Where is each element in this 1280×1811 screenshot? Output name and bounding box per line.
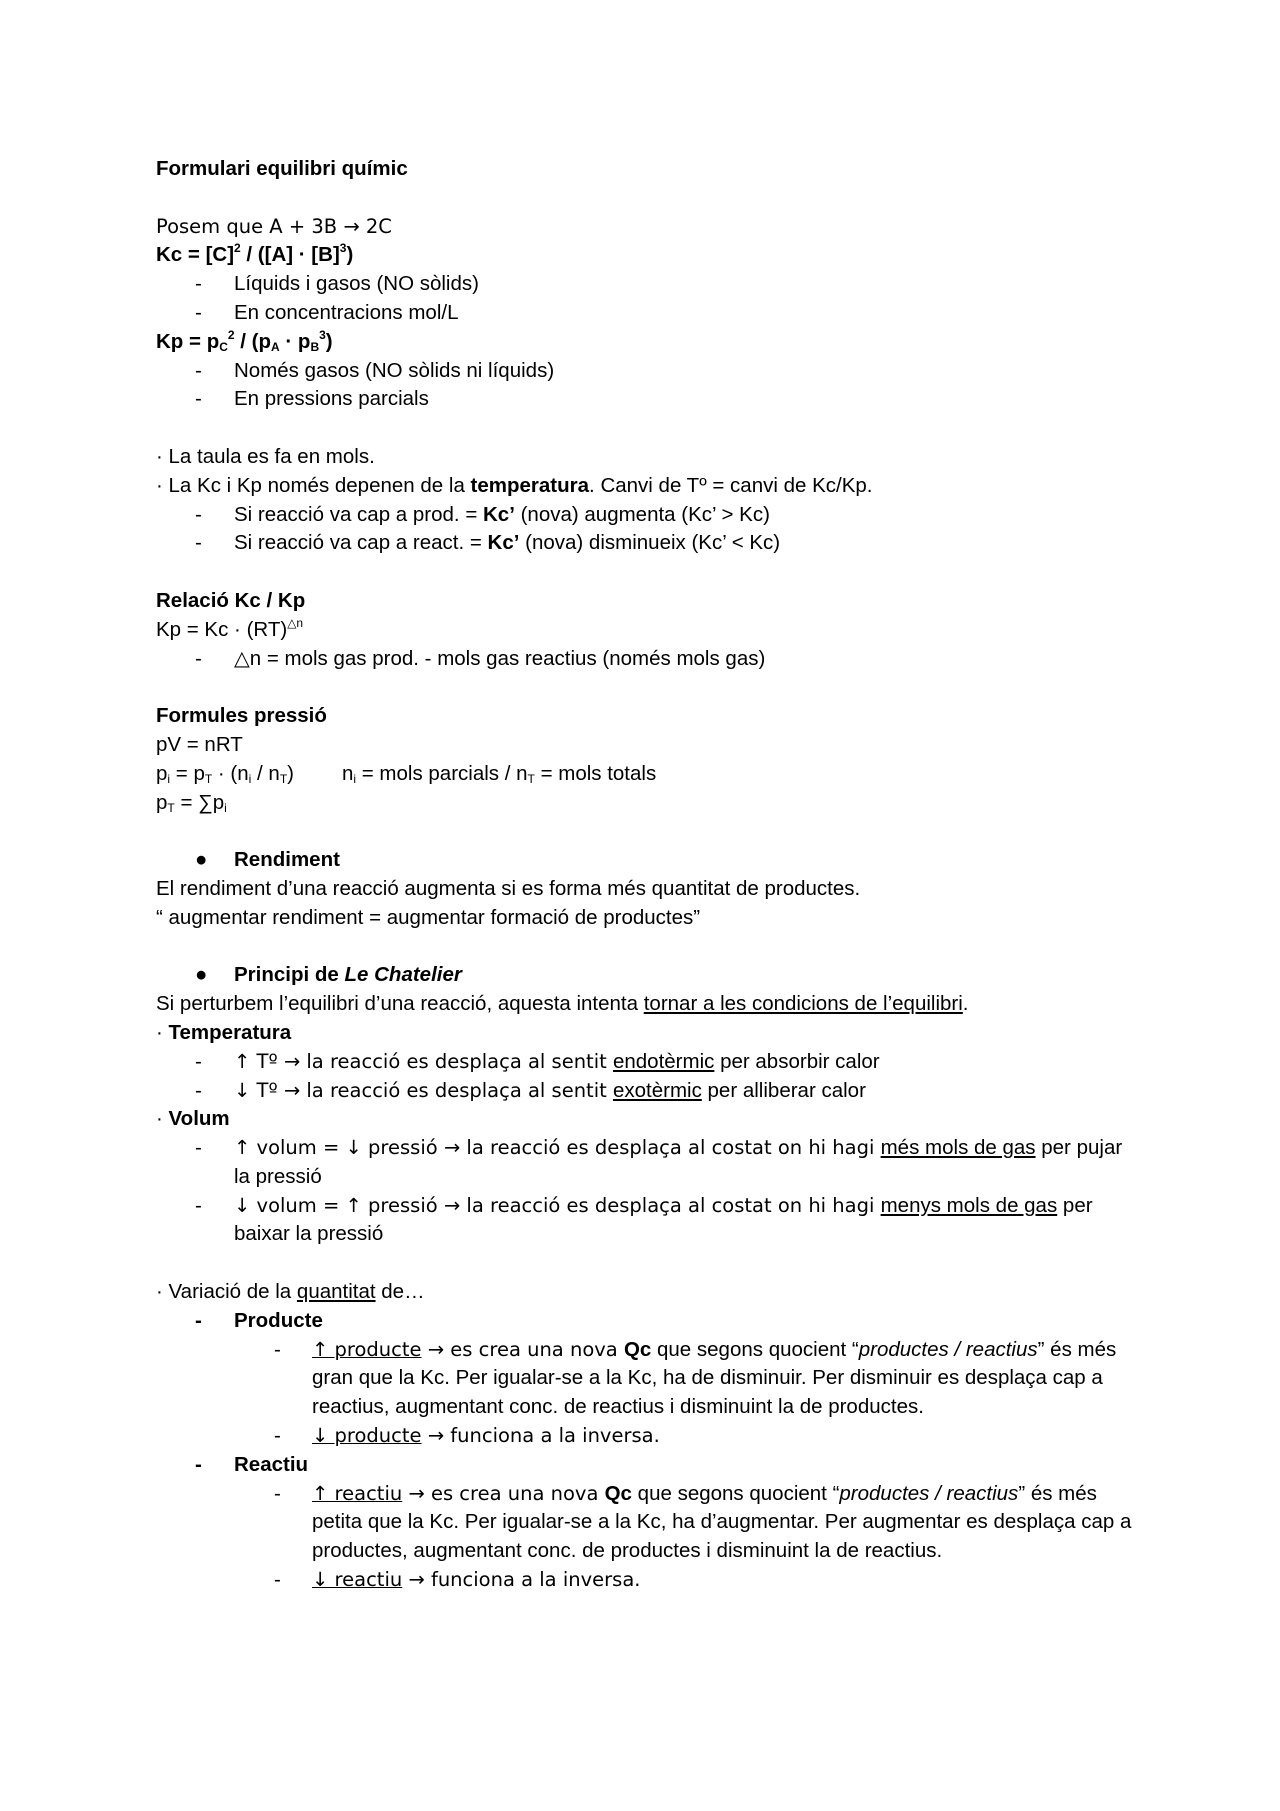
variacio-item: - ↑ reactiu → es crea una nova Qc que segons quocient “productes / reactius” és més petita que la Kc. Per igualar-se a la Kc, ha d’augmentar. Per augmentar es desplaça cap a productes, augmentant conc. de productes i disminuint la de reactius. <box>274 1481 1132 1563</box>
variacio-heading-reactiu: - Reactiu <box>195 1452 309 1476</box>
section-heading-rendiment: ● Rendiment <box>195 848 340 872</box>
rendiment-text: El rendiment d’una reacció augmenta si es forma més quantitat de productes. <box>156 876 861 900</box>
kc-item: - En concentracions mol/L <box>195 300 459 324</box>
section-heading-relacio: Relació Kc / Kp <box>156 588 306 612</box>
note-subitem: - Si reacció va cap a react. = Kc’ (nova) disminueix (Kc’ < Kc) <box>195 531 781 555</box>
pressio-formula-total: $p_T = \sum p_i$ <box>156 790 227 815</box>
rendiment-quote: “ augmentar rendiment = augmentar formació de productes” <box>156 905 701 929</box>
relacio-formula: Kp = Kc · (RT)$^{\triangle n}$ <box>156 615 304 641</box>
chatelier-item: - ↑ Tº → la reacció es desplaça al sentit endotèrmic per absorbir calor <box>195 1049 880 1073</box>
document-body <box>156 155 1136 1595</box>
variacio-heading-producte: - Producte <box>195 1308 323 1332</box>
kp-item: - En pressions parcials <box>195 387 429 411</box>
note-subitem: - Si reacció va cap a prod. = Kc’ (nova) augmenta (Kc’ > Kc) <box>195 502 770 526</box>
relacio-item: - △n = mols gas prod. - mols gas reactius (només mols gas) <box>195 646 766 670</box>
pressio-formula-parcial: $p_i = p_T \cdot (n_i / n_T) n_i$ = mols parcials / $n_T$ = mols totals <box>156 761 657 786</box>
variacio-item: - ↓ producte → funciona a la inversa. <box>274 1424 660 1448</box>
chatelier-intro: Si perturbem l’equilibri d’una reacció, aquesta intenta tornar a les condicions de l’equilibri. <box>156 992 969 1016</box>
pressio-formula-gas: pV = nRT <box>156 732 243 756</box>
page-title: Formulari equilibri químic <box>156 157 408 180</box>
chatelier-item: - ↓ Tº → la reacció es desplaça al sentit exotèrmic per alliberar calor <box>195 1078 866 1102</box>
chatelier-subheading-temperatura: · Temperatura <box>156 1020 292 1044</box>
kc-formula: $Kc = [C]^2 / ([A] \cdot [B]^3)$ <box>156 241 354 267</box>
reaction-line: Posem que A + 3B → 2C <box>156 214 392 238</box>
note-temperatura: · La Kc i Kp només depenen de la temperatura. Canvi de Tº = canvi de Kc/Kp. <box>156 473 873 497</box>
kp-formula: $Kp = p_C^2 / (p_A \cdot p_B^3)$ <box>156 327 333 354</box>
variacio-item: - ↑ producte → es crea una nova Qc que segons quocient “productes / reactius” és més gran que la Kc. Per igualar-se a la Kc, ha de disminuir. Per disminuir es desplaça cap a reactius, augmentant conc. de reactius i disminuint la de productes. <box>274 1337 1117 1419</box>
chatelier-subheading-volum: · Volum <box>156 1107 230 1131</box>
section-heading-chatelier: ● Principi de Le Chatelier <box>195 963 462 987</box>
kp-item: - Només gasos (NO sòlids ni líquids) <box>195 358 555 382</box>
chatelier-item: - ↓ volum = ↑ pressió → la reacció es desplaça al costat on hi hagi menys mols de gas per baixar la pressió <box>195 1193 1093 1246</box>
variacio-item: - ↓ reactiu → funciona a la inversa. <box>274 1568 641 1592</box>
note-taula: · La taula es fa en mols. <box>156 444 375 468</box>
chatelier-item: - ↑ volum = ↓ pressió → la reacció es desplaça al costat on hi hagi més mols de gas per pujar la pressió <box>195 1136 1123 1188</box>
section-heading-pressio: Formules pressió <box>156 704 327 728</box>
variacio-intro: · Variació de la quantitat de… <box>156 1280 425 1304</box>
kc-item: - Líquids i gasos (NO sòlids) <box>195 272 479 296</box>
